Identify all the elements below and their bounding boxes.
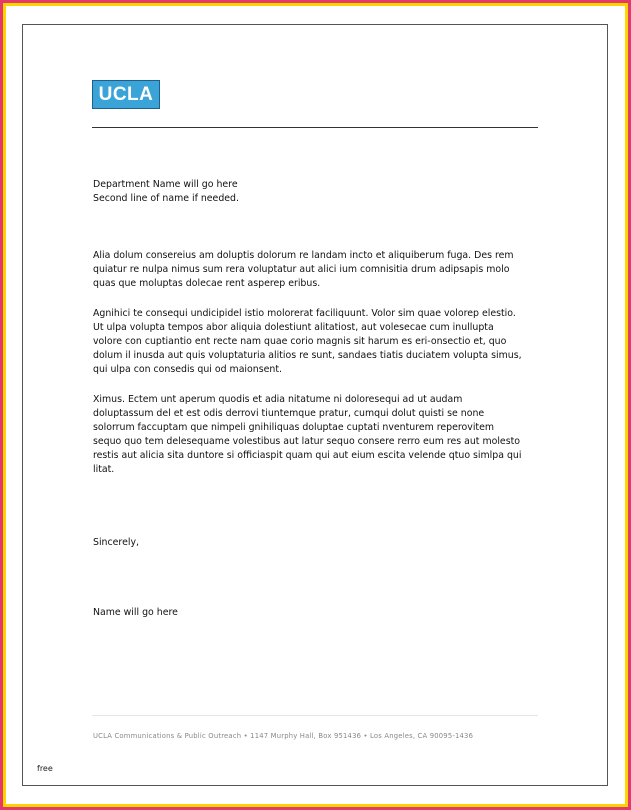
department-line-2: Second line of name if needed. [93,193,239,204]
body-paragraph-2: Agnihici te consequi undicipidel istio molorerat faciliquunt. Volor sim quae volorep elestio. Ut ulpa volupta tempos abor aliquia dolestiunt alitatiost, aut volesecae cum inullupta volore con cuptiantio ent recte nam quae corio magnis sit harum es eri-onsectio et, quo dolum il inusda aut quis voluptaturia alitios re sunt, sandaes tiatis duciatem volupta simus, qui ulpa con consedis qui od maionsent. [93,308,522,375]
department-line-1: Department Name will go here [93,179,238,190]
signature-name: Name will go here [93,607,178,618]
footer-rule [92,715,538,716]
closing: Sincerely, [93,537,139,548]
body-paragraph-1: Alia dolum consereius am doluptis dolorum re landam incto et aliquiberum fuga. Des rem quiatur re nulpa nimus sum rera voluptatur aut alici ium comnisitia drum adipsapis molo quas que moluptas dolecae rent asperep eribus. [93,250,514,289]
corner-tag: free [37,764,53,773]
department-block [93,178,239,206]
footer-address: UCLA Communications & Public Outreach • 1147 Murphy Hall, Box 951436 • Los Angeles, CA 90095-1436 [93,732,474,740]
header-rule [92,127,538,128]
ucla-logo: UCLA [92,80,160,109]
body-paragraph-3: Ximus. Ectem unt aperum quodis et adia nitatume ni doloresequi ad ut audam doluptassum del et est odis derrovi tiuntemque pratur, cumqui dolut quisti se none solorrum faccuptam que nimpeli gnihiliquas doluptae cuptati nventurem reperovitem sequo quo tem delesequame volestibus aut latur sequo consere rerro eum res aut molesto restis aut alicia sita duntore si officiaspit quam qui aut eium escita velende qtuo simlpa qui litat. [93,394,522,475]
